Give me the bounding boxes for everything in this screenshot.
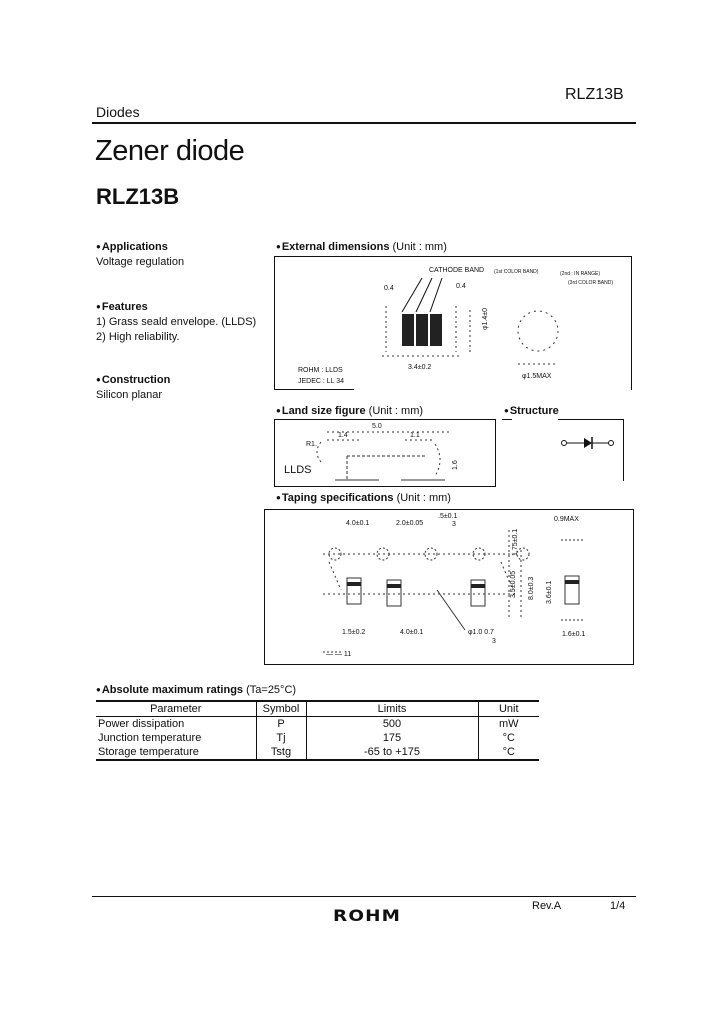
dim-length: 3.4±0.2 [408, 364, 432, 371]
taping-bottom-left: 1.5±0.2 [342, 629, 366, 636]
table-cell: 175 [306, 731, 478, 745]
features-section [96, 300, 256, 345]
land-height: 1.6 [452, 460, 459, 470]
taping-v1: 3.5±0.05 [510, 570, 517, 598]
table-cell: 500 [306, 717, 478, 732]
taping-v3: 3.6±0.1 [546, 580, 553, 604]
footer-rule [92, 896, 636, 897]
land-dim-total: 5.0 [372, 423, 382, 430]
construction-section [96, 374, 170, 401]
table-cell: Tstg [256, 745, 306, 760]
page-title: Zener diode [95, 135, 245, 167]
taping-v2: 8.0±0.3 [528, 576, 535, 600]
ratings-header-row [96, 701, 539, 717]
structure-heading: ● Structure [504, 405, 559, 417]
ratings-heading: ● Absolute maximum ratings (Ta=25°C) [96, 684, 296, 696]
taping-corner: — — 11 [326, 651, 352, 658]
jedec-code: JEDEC : LL 34 [298, 378, 345, 385]
table-cell: mW [478, 717, 539, 732]
table-row [96, 717, 539, 732]
table-cell: °C [478, 745, 539, 760]
header-rule [92, 122, 636, 124]
table-cell: P [256, 717, 306, 732]
ratings-table [96, 700, 539, 761]
land-size-heading: ● Land size figure (Unit : mm) [276, 405, 423, 417]
taping-width: 1.75±0.1 [512, 528, 519, 556]
column-header: Symbol [256, 701, 306, 717]
taping-bottom-right: 1.6±0.1 [562, 631, 586, 638]
table-cell: Power dissipation [98, 718, 185, 730]
feature-item: 1) Grass seald envelope. (LLDS) [96, 316, 257, 328]
taping-max: 0.9MAX [554, 516, 579, 523]
table-cell: Storage temperature [96, 745, 256, 760]
construction-heading: ● Construction [96, 374, 170, 386]
table-cell: Tj [256, 731, 306, 745]
table-cell: -65 to +175 [306, 745, 478, 760]
structure-figure [502, 419, 624, 481]
land-size-figure [274, 419, 496, 487]
land-dim-left: 1.4 [338, 432, 348, 439]
header-category: Diodes [96, 104, 140, 120]
taping-drawing [265, 510, 633, 664]
feature-item: 2) High reliability. [96, 331, 180, 343]
dim-diameter: φ1.4±0 [482, 307, 489, 330]
applications-text: Voltage regulation [96, 256, 185, 268]
diode-symbol [502, 419, 624, 481]
column-header: Parameter [96, 701, 256, 717]
dim-04-left: 0.4 [384, 285, 394, 292]
taping-pitch-top: 4.0±0.1 [346, 520, 370, 527]
band-note-3: (3rd COLOR BAND) [568, 280, 614, 286]
dim-max: φ1.5MAX [522, 373, 552, 380]
land-dim-right: 1.1 [410, 432, 420, 439]
taping-figure [264, 509, 634, 665]
column-header: Unit [478, 701, 539, 717]
column-header: Limits [306, 701, 478, 717]
table-cell: Junction temperature [98, 732, 202, 744]
taping-hole-pitch: 2.0±0.05 [396, 520, 424, 527]
footer-page: 1/4 [610, 900, 626, 912]
table-cell: °C [478, 731, 539, 745]
footer-revision: Rev.A [532, 900, 562, 912]
cathode-band-label: CATHODE BAND [429, 267, 485, 274]
band-note-1: (1st COLOR BAND) [494, 269, 539, 275]
taping-bottom-hole: φ1.0 0.7 [468, 629, 494, 636]
taping-offset: .5±0.1 [438, 513, 458, 520]
taping-bottom-mid: 4.0±0.1 [400, 629, 424, 636]
rohm-logo: ROHM [333, 906, 402, 925]
features-heading: ● Features [96, 300, 256, 315]
band-note-2: (2nd : IN RANGE) [560, 271, 601, 277]
external-dimensions-heading: ● External dimensions (Unit : mm) [276, 241, 447, 253]
rohm-code: ROHM : LLDS [298, 367, 343, 374]
dim-04-right: 0.4 [456, 283, 466, 290]
land-size-drawing [275, 420, 495, 486]
part-title: RLZ13B [96, 184, 180, 209]
taping-offset-sub: 3 [452, 521, 456, 528]
table-row [96, 745, 539, 760]
taping-heading: ● Taping specifications (Unit : mm) [276, 492, 451, 504]
construction-text: Silicon planar [96, 389, 163, 401]
applications-heading: ● Applications [96, 241, 184, 253]
taping-bottom-hole-sub: 3 [492, 638, 496, 645]
land-radius: R1. [306, 441, 317, 448]
table-row [96, 731, 539, 745]
header-part-number: RLZ13B [565, 86, 624, 103]
applications-section [96, 241, 184, 268]
land-package: LLDS [284, 464, 312, 476]
